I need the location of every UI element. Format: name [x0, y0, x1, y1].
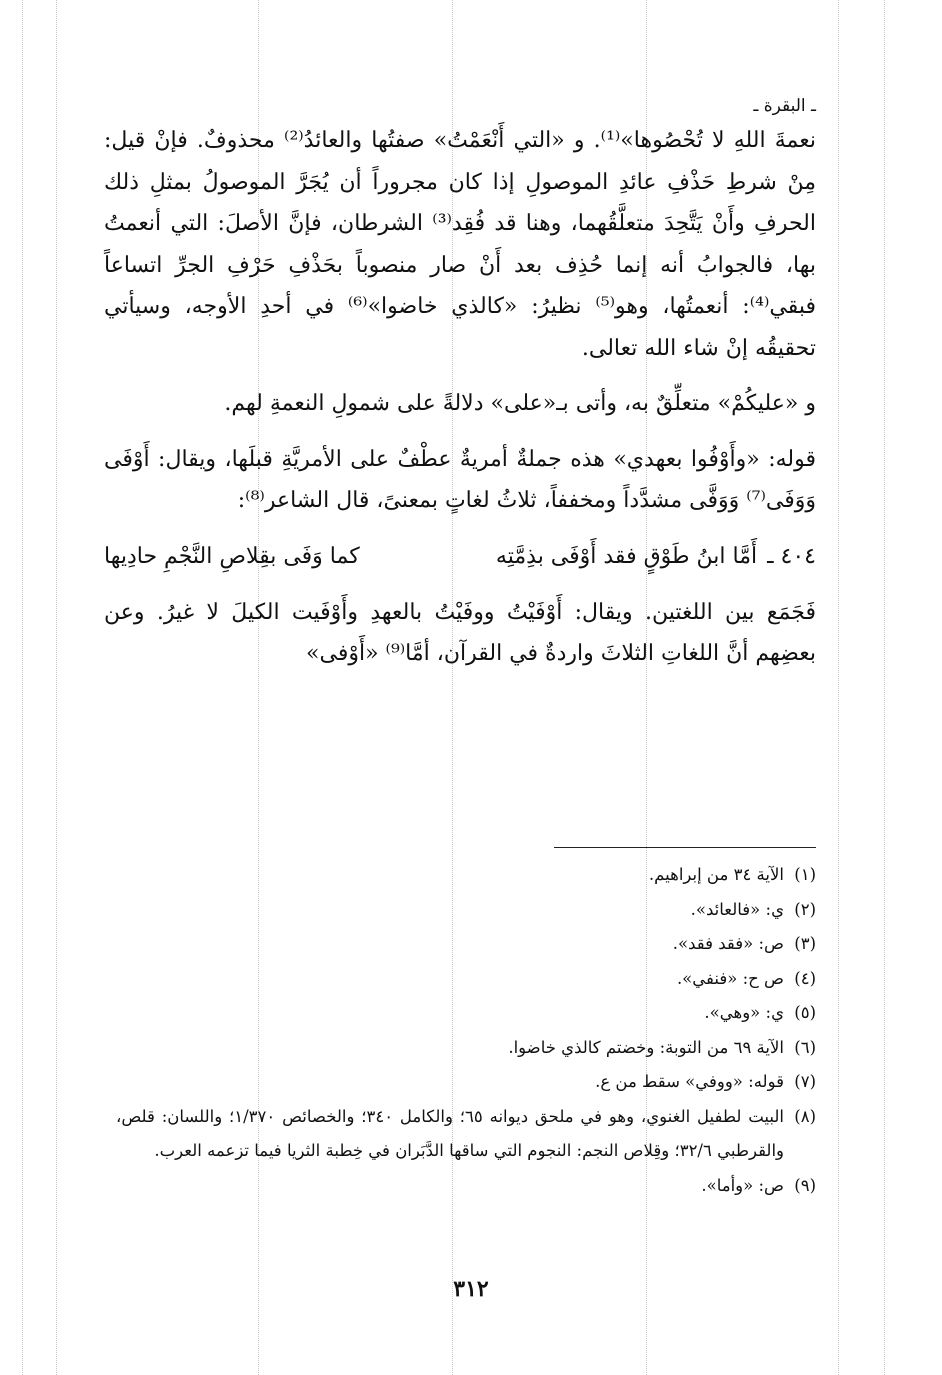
- page-content: [104, 92, 816, 675]
- main-text: [104, 120, 816, 675]
- scan-guide-line: [22, 0, 23, 1375]
- footnote-text: ص ح: «فنفي».: [676, 968, 784, 988]
- footnote-text: ي: «وهي».: [704, 1003, 784, 1022]
- paragraph: قوله: «وأَوْفُوا بعهدي» هذه جملةٌ أمريةٌ عطْفٌ على الأمريَّةِ قبلَها، ويقال: أَوْفَى وَوَفَى⁽⁷⁾ وَوَفَّى مشدَّداً ومخففاً، ثلاثُ لغاتٍ بمعنىً، قال الشاعر⁽⁸⁾:: [104, 446, 816, 513]
- footnote-number: (١): [794, 865, 816, 884]
- scan-guide-line: [884, 0, 885, 1375]
- scan-guide-line: [838, 0, 839, 1375]
- footnote-text: ص: «فقد فقد».: [672, 934, 784, 953]
- footnote-number: (٢): [794, 899, 816, 919]
- footnote-number: (٧): [794, 1072, 816, 1091]
- footnote-text: البيت لطفيل الغنوي، وهو في ملحق ديوانه ٦٥؛ والكامل ٣٤٠؛ والخصائص ١/٣٧٠؛ واللسان: قلص، والقرطبي ٣٢/٦؛ وقِلاص النجم: النجوم التي ساقها الدَّبَران في خِطبة الثريا فيما تزعمه العرب.: [116, 1106, 785, 1160]
- footnote-text: ص: «وأما».: [701, 1175, 784, 1195]
- footnote: [116, 1031, 816, 1066]
- footnote: [116, 1065, 816, 1100]
- footnote: [116, 962, 816, 997]
- footnote-number: (٥): [794, 1003, 816, 1022]
- footnote-number: (٨): [794, 1106, 816, 1126]
- page-number: ٣١٢: [453, 1276, 489, 1302]
- scan-guide-line: [56, 0, 57, 1375]
- footnote: [116, 927, 816, 962]
- footnote-text: ي: «فالعائد».: [690, 899, 784, 919]
- footnote: [116, 1169, 816, 1204]
- footnote-text: الآية ٦٩ من التوبة: وخضتم كالذي خاضوا.: [508, 1037, 784, 1057]
- paragraph: نعمةَ اللهِ لا تُحْصُوها»⁽¹⁾. و «التي أَنْعَمْتُ» صفتُها والعائدُ⁽²⁾ محذوفٌ. فإنْ قيل: مِنْ شرطِ حَذْفِ عائدِ الموصولِ إذا كان مجروراً أن يُجَرَّ الموصولُ بمثلِ ذلك الحرفِ وأَنْ يَتَّحِدَ متعلَّقُهما، وهنا قد فُقِد⁽³⁾ الشرطان، فإنَّ الأصلَ: التي أنعمتُ بها، فالجوابُ أنه إنما حُذِف بعد أَنْ صار منصوباً بحَذْفِ حَرْفِ الجرِّ اتساعاً فبقي⁽⁴⁾: أنعمتُها، وهو⁽⁵⁾ نظيرُ: «كالذي خاضوا»⁽⁶⁾ في أحدِ الأوجه، وسيأتي تحقيقُه إنْ شاء الله تعالى.: [104, 128, 816, 361]
- footnote-separator: [554, 847, 816, 848]
- footnote: [116, 996, 816, 1031]
- poetry-verse: [104, 536, 816, 578]
- footnote-text: قوله: «ووفي» سقط من ع.: [595, 1072, 784, 1091]
- footnote-number: (٣): [794, 934, 816, 953]
- paragraph: فَجَمَع بين اللغتين. ويقال: أَوْفَيْتُ ووفَيْتُ بالعهدِ وأَوْفَيت الكيلَ لا غيرُ. وعن بعضِهم أنَّ اللغاتِ الثلاثَ واردةٌ في القرآن، أمَّا⁽⁹⁾ «أَوْفى»: [104, 599, 816, 666]
- footnote: [116, 893, 816, 928]
- verse-number: ٤٠٤ ـ: [767, 543, 816, 569]
- footnote-text: الآية ٣٤ من إبراهيم.: [648, 865, 784, 884]
- paragraph: و «عليكُمْ» متعلِّقٌ به، وأتى بـ«على» دلالةً على شمولِ النعمةِ لهم.: [224, 391, 816, 416]
- running-head: ـ البقرة ـ: [753, 96, 816, 116]
- footnote-number: (٤): [794, 968, 816, 988]
- verse-first-hemistich: أَمَّا ابنُ طَوْقٍ فقد أَوْفَى بذِمَّتِه: [495, 543, 758, 569]
- footnote: [116, 1100, 816, 1169]
- verse-second-hemistich: كما وَفَى بقِلاصِ النَّجْمِ حادِيها: [104, 543, 360, 569]
- footnote-number: (٩): [794, 1175, 816, 1195]
- footnote-number: (٦): [794, 1037, 816, 1057]
- footnote: [116, 858, 816, 893]
- footnotes: [116, 858, 816, 1203]
